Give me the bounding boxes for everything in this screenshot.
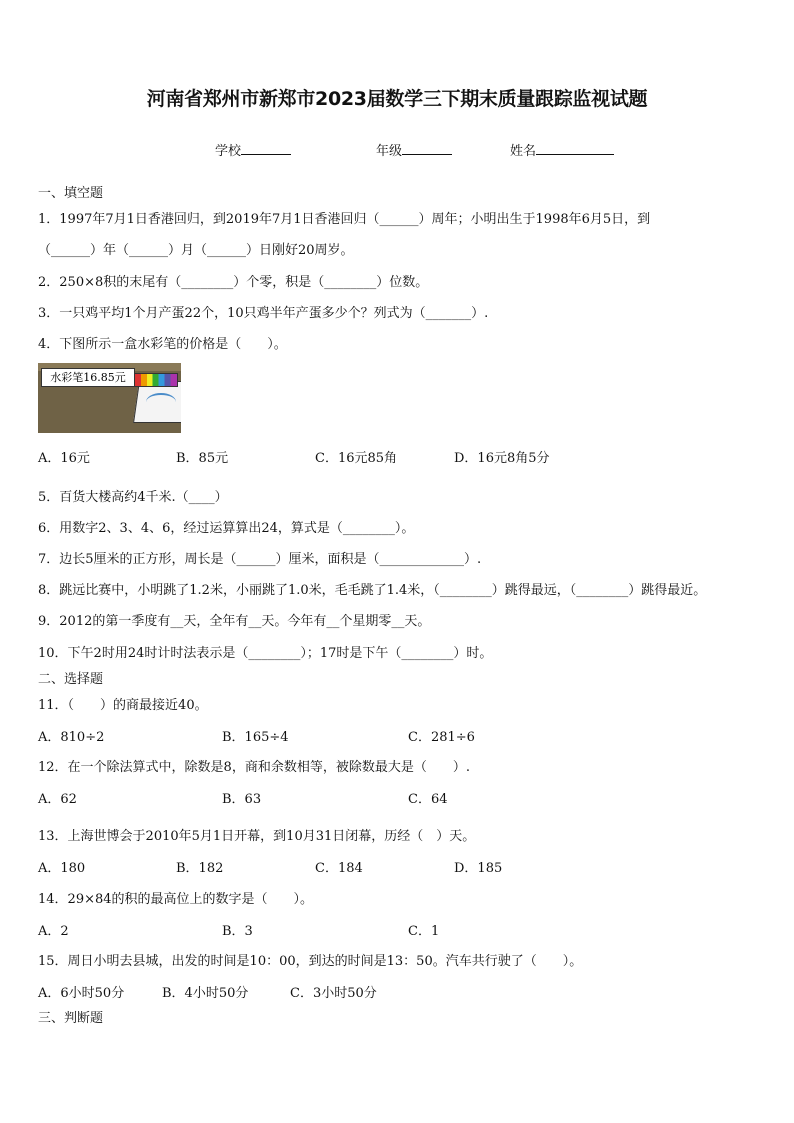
question-5: 5．百货大楼高约4千米.（____） xyxy=(38,490,228,505)
watercolor-pen-box-image xyxy=(38,363,181,433)
question-2: 2．250×8积的末尾有（________）个零，积是（________）位数。 xyxy=(38,275,429,290)
q4-option-c[interactable]: C．16元85角 xyxy=(315,451,398,466)
question-13: 13．上海世博会于2010年5月1日开幕，到10月31日闭幕，历经（ ）天。 xyxy=(38,829,476,844)
question-10: 10．下午2时用24时计时法表示是（________）；17时是下午（________）时。 xyxy=(38,646,493,661)
q4-option-b[interactable]: B．85元 xyxy=(176,451,229,466)
question-3: 3．一只鸡平均1个月产蛋22个，10只鸡半年产蛋多少个？列式为（_______）. xyxy=(38,306,489,321)
q15-option-a[interactable]: A．6小时50分 xyxy=(38,986,125,1001)
q15-option-c[interactable]: C．3小时50分 xyxy=(290,986,377,1001)
q13-option-c[interactable]: C．184 xyxy=(315,861,363,876)
page-title: 河南省郑州市新郑市2023届数学三下期末质量跟踪监视试题 xyxy=(146,88,648,110)
question-15: 15．周日小明去县城，出发的时间是10：00，到达的时间是13：50。汽车共行驶了（ ）。 xyxy=(38,954,583,969)
question-6: 6．用数字2、3、4、6，经过运算算出24，算式是（________）。 xyxy=(38,521,415,536)
section-heading-choice: 二、选择题 xyxy=(38,672,104,687)
question-11: 11．（ ）的商最接近40。 xyxy=(38,698,208,713)
q4-option-a[interactable]: A．16元 xyxy=(38,451,90,466)
q14-option-a[interactable]: A．2 xyxy=(38,924,69,939)
q15-option-b[interactable]: B．4小时50分 xyxy=(162,986,249,1001)
name-field xyxy=(510,140,614,159)
q12-option-c[interactable]: C．64 xyxy=(408,792,448,807)
grade-field xyxy=(376,140,452,159)
question-1-line-2: （______）年（______）月（______）日刚好20周岁。 xyxy=(38,243,354,258)
question-4: 4．下图所示一盒水彩笔的价格是（ ）。 xyxy=(38,337,287,352)
price-tag: 水彩笔16.85元 xyxy=(41,368,135,387)
q13-option-a[interactable]: A．180 xyxy=(38,861,86,876)
q11-option-a[interactable]: A．810÷2 xyxy=(38,730,105,745)
q11-option-b[interactable]: B．165÷4 xyxy=(222,730,289,745)
q11-option-c[interactable]: C．281÷6 xyxy=(408,730,475,745)
q14-option-c[interactable]: C．1 xyxy=(408,924,440,939)
question-7: 7．边长5厘米的正方形，周长是（______）厘米，面积是（_____________）. xyxy=(38,552,482,567)
question-8: 8．跳远比赛中，小明跳了1.2米，小丽跳了1.0米，毛毛跳了1.4米，（________）跳得最远，（________）跳得最近。 xyxy=(38,583,707,598)
section-heading-judgment: 三、判断题 xyxy=(38,1011,104,1026)
question-12: 12．在一个除法算式中，除数是8，商和余数相等，被除数最大是（ ）. xyxy=(38,760,470,775)
q13-option-b[interactable]: B．182 xyxy=(176,861,224,876)
question-1-line-1: 1．1997年7月1日香港回归，到2019年7月1日香港回归（______）周年；小明出生于1998年6月5日，到 xyxy=(38,212,651,227)
school-field xyxy=(215,140,291,159)
grade-label: 年级 xyxy=(376,144,403,159)
q12-option-a[interactable]: A．62 xyxy=(38,792,77,807)
q14-option-b[interactable]: B．3 xyxy=(222,924,253,939)
name-label: 姓名 xyxy=(510,144,537,159)
q4-option-d[interactable]: D．16元8角5分 xyxy=(454,451,550,466)
question-14: 14．29×84的积的最高位上的数字是（ ）。 xyxy=(38,892,314,907)
q13-option-d[interactable]: D．185 xyxy=(454,861,503,876)
section-heading-fill-blank: 一、填空题 xyxy=(38,186,104,201)
school-label: 学校 xyxy=(215,144,242,159)
q12-option-b[interactable]: B．63 xyxy=(222,792,262,807)
question-9: 9．2012的第一季度有__天，全年有__天。今年有__个星期零__天。 xyxy=(38,614,431,629)
